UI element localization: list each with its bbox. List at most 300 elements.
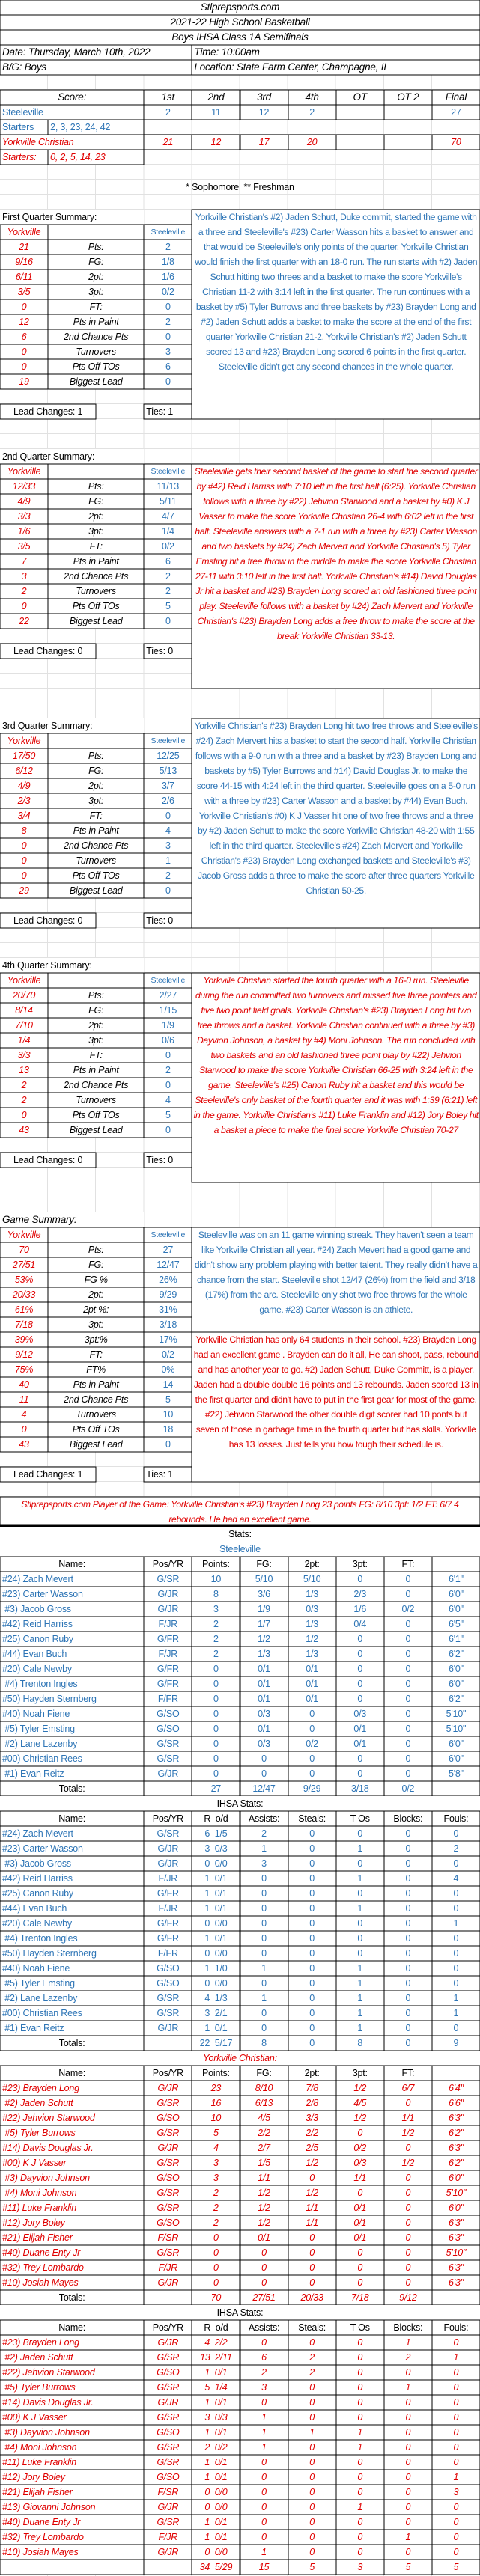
- scoring-player-stat: 0: [384, 1632, 432, 1646]
- scoring-player-stat: 6'3": [432, 2275, 480, 2290]
- ihsa-player-stat: 0: [336, 2545, 384, 2560]
- scoring-player-stat: G/JR: [144, 2081, 192, 2096]
- column-header: Pos/YR: [144, 2066, 192, 2081]
- ihsa-player-stat: 0: [384, 1946, 432, 1961]
- stat-label: FT:: [48, 808, 144, 823]
- stat-label: Pts:: [48, 239, 144, 254]
- ihsa-player-stat: 1: [432, 2350, 480, 2365]
- ihsa-player-stat: 0: [336, 2410, 384, 2425]
- scoring-player-stat: 2: [192, 2185, 240, 2200]
- stat-steeleville: 0: [144, 1078, 192, 1093]
- stats-team-yorkville: Yorkville Christian:: [0, 2051, 480, 2066]
- ihsa-player-stat: 0: [288, 1931, 336, 1946]
- ihsa-player-stat: G/FR: [144, 1931, 192, 1946]
- column-header: [432, 2066, 480, 2081]
- ihsa-player-stat: 2 0/2: [192, 2440, 240, 2455]
- scoring-player-name: #20) Cale Newby: [0, 1661, 144, 1676]
- column-header-name: Name:: [0, 1557, 144, 1572]
- ihsa-player-stat: 4: [432, 1871, 480, 1886]
- scoring-player-stat: 0: [384, 2170, 432, 2185]
- scoring-player-stat: 1/5: [240, 2155, 288, 2170]
- stat-yorkville: 0: [0, 1422, 48, 1437]
- stat-steeleville: 2: [144, 1063, 192, 1078]
- scoring-player-stat: 0/1: [336, 2200, 384, 2215]
- stat-label: 3pt:: [48, 284, 144, 299]
- ihsa-player-stat: 0: [240, 2006, 288, 2021]
- stat-steeleville: 3/7: [144, 778, 192, 793]
- ihsa-player-stat: 0: [384, 1856, 432, 1871]
- ihsa-player-stat: 0: [240, 2021, 288, 2036]
- column-header: R o/d: [192, 1811, 240, 1826]
- ties: Ties: 1: [144, 404, 192, 419]
- ihsa-player-stat: 0: [336, 2365, 384, 2380]
- scoring-player-stat: G/SO: [144, 2170, 192, 2185]
- scoring-player-stat: 6'0": [432, 2200, 480, 2215]
- ihsa-player-stat: G/SR: [144, 2455, 192, 2470]
- scoring-player-stat: 0/2: [288, 1736, 336, 1751]
- summary-title: Game Summary:: [0, 1212, 144, 1227]
- stat-steeleville: 0: [144, 1123, 192, 1138]
- ihsa-player-stat: 1: [384, 2380, 432, 2395]
- scoring-totals-value: 12/47: [240, 1781, 288, 1796]
- scoring-player-stat: 0: [192, 1721, 240, 1736]
- scoring-player-stat: 0: [288, 1721, 336, 1736]
- stat-steeleville: 5/11: [144, 494, 192, 509]
- ihsa-player-stat: 3: [432, 2485, 480, 2500]
- scoring-player-stat: 16: [192, 2096, 240, 2110]
- ihsa-player-name: #40) Duane Enty Jr: [0, 2515, 144, 2530]
- ihsa-player-name: #21) Elijah Fisher: [0, 2485, 144, 2500]
- ihsa-player-stat: 2: [240, 2365, 288, 2380]
- ihsa-player-stat: 0: [240, 1931, 288, 1946]
- stat-label: Pts Off TOs: [48, 599, 144, 614]
- column-header: Steals:: [288, 1811, 336, 1826]
- summary-team-steeleville: Steeleville: [144, 733, 192, 748]
- scoring-player-stat: G/SR: [144, 2245, 192, 2260]
- ihsa-player-name: #25) Canon Ruby: [0, 1886, 144, 1901]
- ihsa-player-stat: 0: [432, 2365, 480, 2380]
- scoring-player-stat: 10: [192, 1572, 240, 1587]
- scoring-player-stat: 0: [384, 1736, 432, 1751]
- scoring-player-stat: 0: [288, 2230, 336, 2245]
- scoring-player-name: #11) Luke Franklin: [0, 2200, 144, 2215]
- scoring-player-name: #40) Noah Fiene: [0, 1706, 144, 1721]
- stat-yorkville: 1/6: [0, 524, 48, 539]
- ihsa-player-stat: 0: [288, 2380, 336, 2395]
- scoring-player-stat: 0: [240, 1766, 288, 1781]
- scoring-totals-value: 0/2: [384, 1781, 432, 1796]
- scoring-player-stat: 3/3: [288, 2110, 336, 2125]
- stat-steeleville: 9/29: [144, 1287, 192, 1302]
- stat-yorkville: 4/9: [0, 494, 48, 509]
- scoring-player-stat: 0: [336, 1751, 384, 1766]
- summary-title: 3rd Quarter Summary:: [0, 718, 144, 733]
- scoring-player-stat: 0: [384, 2230, 432, 2245]
- stat-steeleville: 2: [144, 584, 192, 599]
- ihsa-player-stat: G/JR: [144, 1841, 192, 1856]
- summary-header-blank: [48, 225, 144, 239]
- ihsa-player-stat: 0: [432, 2335, 480, 2350]
- column-header: 2pt:: [288, 2066, 336, 2081]
- period-score: [336, 135, 384, 150]
- stat-steeleville: 17%: [144, 1332, 192, 1347]
- stat-label: 3pt:: [48, 1033, 144, 1048]
- stat-steeleville: 1/15: [144, 1003, 192, 1018]
- scoring-player-stat: G/FR: [144, 1632, 192, 1646]
- column-header: Fouls:: [432, 1811, 480, 1826]
- summary-header-blank: [48, 1227, 144, 1242]
- ihsa-player-stat: 0 0/0: [192, 1916, 240, 1931]
- scoring-player-stat: 0/2: [336, 2140, 384, 2155]
- scoring-player-stat: 6'0": [432, 1751, 480, 1766]
- ihsa-player-stat: 2: [288, 2350, 336, 2365]
- scoring-player-stat: 2/8: [288, 2096, 336, 2110]
- ihsa-player-stat: 0: [384, 1826, 432, 1841]
- stat-yorkville: 2/3: [0, 793, 48, 808]
- scoring-player-name: #23) Carter Wasson: [0, 1587, 144, 1602]
- stat-label: 2nd Chance Pts: [48, 329, 144, 344]
- summary-team-steeleville: Steeleville: [144, 973, 192, 988]
- scoring-player-stat: 0/1: [336, 2215, 384, 2230]
- stat-label: FT:: [48, 299, 144, 314]
- starters-label: Starters:: [0, 150, 48, 165]
- ihsa-player-stat: 0: [240, 2530, 288, 2545]
- stat-steeleville: 0/2: [144, 539, 192, 554]
- stat-steeleville: 0/6: [144, 1033, 192, 1048]
- stat-label: 2nd Chance Pts: [48, 569, 144, 584]
- ihsa-player-stat: 0: [240, 2500, 288, 2515]
- scoring-player-stat: 2: [192, 2215, 240, 2230]
- ihsa-player-stat: 0 0/0: [192, 1856, 240, 1871]
- scoring-player-stat: G/FR: [144, 1661, 192, 1676]
- ihsa-player-name: #13) Giovanni Johnson: [0, 2500, 144, 2515]
- ihsa-player-stat: 0: [432, 1946, 480, 1961]
- ihsa-player-name: #4) Moni Johnson: [0, 2440, 144, 2455]
- stat-yorkville: 70: [0, 1242, 48, 1257]
- game-time: Time: 10:00am: [192, 45, 480, 60]
- scoring-player-stat: 0: [288, 2245, 336, 2260]
- scoring-player-stat: 5'10": [432, 2245, 480, 2260]
- scoring-player-stat: G/SR: [144, 2185, 192, 2200]
- stat-label: Pts:: [48, 988, 144, 1003]
- ihsa-totals-value: 22 5/17: [192, 2036, 240, 2051]
- stat-steeleville: 1/4: [144, 524, 192, 539]
- scoring-player-stat: 0: [384, 2096, 432, 2110]
- ihsa-player-stat: 0: [288, 2440, 336, 2455]
- scoring-player-stat: 0/1: [288, 1661, 336, 1676]
- ihsa-player-stat: 1: [240, 2410, 288, 2425]
- scoring-player-stat: 0: [336, 1766, 384, 1781]
- lead-changes: Lead Changes: 0: [0, 913, 96, 928]
- stat-yorkville: 11: [0, 1392, 48, 1407]
- period-score: 2: [288, 105, 336, 120]
- ihsa-player-stat: 13 2/11: [192, 2350, 240, 2365]
- ihsa-player-stat: 1: [384, 2530, 432, 2545]
- ihsa-player-stat: G/JR: [144, 2021, 192, 2036]
- stat-label: Biggest Lead: [48, 614, 144, 629]
- ihsa-player-stat: 0 0/0: [192, 2545, 240, 2560]
- ihsa-player-stat: 0: [384, 1961, 432, 1976]
- scoring-player-stat: G/SR: [144, 2125, 192, 2140]
- scoring-player-stat: G/SO: [144, 1706, 192, 1721]
- scoring-player-stat: 0/4: [336, 1617, 384, 1632]
- stat-yorkville: 0: [0, 344, 48, 359]
- ihsa-player-name: #2) Lane Lazenby: [0, 1991, 144, 2006]
- ihsa-player-stat: G/SO: [144, 2365, 192, 2380]
- ihsa-player-stat: 1 0/1: [192, 2425, 240, 2440]
- stat-steeleville: 0: [144, 614, 192, 629]
- scoring-player-stat: G/SR: [144, 2155, 192, 2170]
- ihsa-player-stat: G/SO: [144, 1961, 192, 1976]
- stat-yorkville: 21: [0, 239, 48, 254]
- stat-label: 2pt:: [48, 1287, 144, 1302]
- stat-label: Pts:: [48, 748, 144, 763]
- stat-yorkville: 0: [0, 838, 48, 853]
- ihsa-player-stat: G/JR: [144, 2545, 192, 2560]
- stat-steeleville: 0: [144, 329, 192, 344]
- ihsa-player-stat: 1: [336, 1961, 384, 1976]
- stat-label: Pts in Paint: [48, 554, 144, 569]
- period-score: [336, 105, 384, 120]
- summary-team-steeleville: Steeleville: [144, 464, 192, 479]
- scoring-player-stat: 0: [384, 1706, 432, 1721]
- ihsa-player-stat: 1 0/1: [192, 2021, 240, 2036]
- scoring-player-stat: 5/10: [240, 1572, 288, 1587]
- scoring-player-stat: 8: [192, 1587, 240, 1602]
- scoring-player-stat: 1/2: [384, 2125, 432, 2140]
- scoring-player-stat: G/SR: [144, 1736, 192, 1751]
- scoring-player-stat: F/SR: [144, 2230, 192, 2245]
- ihsa-player-stat: 0: [240, 2335, 288, 2350]
- ihsa-player-name: #23) Carter Wasson: [0, 1841, 144, 1856]
- ihsa-player-stat: 1: [336, 1841, 384, 1856]
- scoring-player-stat: 4/5: [336, 2096, 384, 2110]
- stat-steeleville: 2/6: [144, 793, 192, 808]
- summary-header-blank: [48, 973, 144, 988]
- ihsa-player-stat: 1: [336, 1991, 384, 2006]
- scoring-totals-value: 27: [192, 1781, 240, 1796]
- ihsa-player-stat: 0: [240, 2470, 288, 2485]
- ihsa-player-stat: 0: [288, 2410, 336, 2425]
- scoring-player-stat: 2/2: [240, 2125, 288, 2140]
- scoring-player-stat: 0/1: [240, 1721, 288, 1736]
- ihsa-player-stat: 0: [288, 2485, 336, 2500]
- period-score: [384, 105, 432, 120]
- stat-label: Pts in Paint: [48, 314, 144, 329]
- ihsa-player-stat: 0: [336, 2350, 384, 2365]
- scoring-player-stat: 1/2: [240, 2215, 288, 2230]
- ihsa-player-stat: G/SR: [144, 1991, 192, 2006]
- ihsa-player-stat: 1: [336, 2425, 384, 2440]
- stat-yorkville: 9/12: [0, 1347, 48, 1362]
- ihsa-player-stat: 0: [240, 2515, 288, 2530]
- ihsa-player-stat: 0: [432, 2545, 480, 2560]
- lead-changes: Lead Changes: 0: [0, 1153, 96, 1168]
- scoring-totals-value: 3/18: [336, 1781, 384, 1796]
- ihsa-player-name: #3) Dayvion Johnson: [0, 2425, 144, 2440]
- player-of-the-game: Stlprepsports.com Player of the Game: Yorkville Christian's #23) Brayden Long 23 points FG: 8/10 3pt: 1/2 FT: 6/7 4 rebounds. He had an excellent game.: [0, 1497, 480, 1527]
- stat-yorkville: 6: [0, 329, 48, 344]
- quarter-narrative: Yorkville Christian started the fourth quarter with a 16-0 run. Steeleville during the run committed two turnovers and missed five three pointers and five two point field goals. Yorkville Christian's #23) Brayden Long hit two free throws and a basket. Yorkville Christian continued with a three by #3) Dayvion Johnson, a basket by #4) Moni Johnson. The run concluded with two baskets and an old fashioned three point play by #22) Jehvion Starwood to make the score Yorkville Christian 66-25 with 3:24 left in the game. Steeleville's #25) Canon Ruby hit a basket and this would be Steeleville's only basket of the fourth quarter and it was with 1:39 (6:21) left in the game. Yorkville Christian's #11) Luke Franklin and #12) Jory Boley hit a basket a piece to make the final score Yorkville Christian 70-27: [192, 973, 480, 1182]
- ihsa-player-stat: 2: [432, 1841, 480, 1856]
- ihsa-player-stat: G/SR: [144, 1826, 192, 1841]
- column-header-name: Name:: [0, 2320, 144, 2335]
- ihsa-player-stat: 1: [240, 2425, 288, 2440]
- ihsa-player-stat: 0: [432, 1961, 480, 1976]
- ihsa-player-stat: 1: [336, 1871, 384, 1886]
- scoring-player-stat: 6'3": [432, 2140, 480, 2155]
- ihsa-player-stat: 0 0/0: [192, 2485, 240, 2500]
- stat-label: FG:: [48, 1003, 144, 1018]
- scoring-player-stat: 0/1: [336, 2230, 384, 2245]
- ihsa-player-stat: 0: [432, 2440, 480, 2455]
- scoring-player-stat: 1/1: [288, 2200, 336, 2215]
- scoring-player-stat: 6'2": [432, 2155, 480, 2170]
- ihsa-totals-value: 34 5/29: [192, 2560, 240, 2575]
- ihsa-player-stat: 1: [240, 1841, 288, 1856]
- team-name-yorkville: Yorkville Christian: [0, 135, 144, 150]
- stat-yorkville: 53%: [0, 1272, 48, 1287]
- scoring-player-stat: 0: [336, 1646, 384, 1661]
- score-header-period: OT: [336, 90, 384, 105]
- summary-team-yorkville: Yorkville: [0, 1227, 48, 1242]
- ihsa-player-stat: 0: [288, 1991, 336, 2006]
- scoring-player-stat: 1/3: [288, 1617, 336, 1632]
- scoring-player-stat: 0: [192, 2245, 240, 2260]
- ihsa-player-stat: 3: [240, 1856, 288, 1871]
- ihsa-player-stat: 1 0/1: [192, 2530, 240, 2545]
- stat-steeleville: 6: [144, 554, 192, 569]
- ihsa-player-name: #22) Jehvion Starwood: [0, 2365, 144, 2380]
- column-header: Fouls:: [432, 2320, 480, 2335]
- scoring-player-stat: 1/3: [288, 1587, 336, 1602]
- ihsa-player-stat: 2: [288, 2365, 336, 2380]
- ihsa-player-name: #00) Christian Rees: [0, 2006, 144, 2021]
- scoring-player-stat: 0: [192, 1691, 240, 1706]
- ihsa-player-stat: 0: [384, 2006, 432, 2021]
- column-header: 3pt:: [336, 1557, 384, 1572]
- ihsa-player-stat: 0: [336, 2395, 384, 2410]
- scoring-player-stat: 0: [288, 2170, 336, 2185]
- stat-label: 3pt:: [48, 1317, 144, 1332]
- period-score: 12: [192, 135, 240, 150]
- ihsa-player-name: #32) Trey Lombardo: [0, 2530, 144, 2545]
- ihsa-player-stat: 1: [432, 1991, 480, 2006]
- scoring-player-stat: 0: [384, 2185, 432, 2200]
- ihsa-player-stat: 0: [432, 2425, 480, 2440]
- column-header: Assists:: [240, 2320, 288, 2335]
- ihsa-player-stat: 0: [384, 2515, 432, 2530]
- scoring-totals-value: [144, 1781, 192, 1796]
- stat-yorkville: 7/18: [0, 1317, 48, 1332]
- stat-yorkville: 4/9: [0, 778, 48, 793]
- ihsa-player-stat: 0: [384, 2425, 432, 2440]
- scoring-player-stat: 0: [384, 1661, 432, 1676]
- ihsa-player-stat: 0: [336, 2455, 384, 2470]
- stat-steeleville: 0: [144, 1437, 192, 1452]
- stat-steeleville: 1/9: [144, 1018, 192, 1033]
- stat-label: Pts Off TOs: [48, 359, 144, 374]
- scoring-player-stat: 0: [192, 1706, 240, 1721]
- scoring-player-stat: 2: [192, 1617, 240, 1632]
- column-header-name: Name:: [0, 1811, 144, 1826]
- scoring-player-stat: 6'0": [432, 1661, 480, 1676]
- scoring-player-stat: G/SR: [144, 1572, 192, 1587]
- stat-label: Biggest Lead: [48, 374, 144, 389]
- stat-steeleville: 14: [144, 1377, 192, 1392]
- ihsa-player-stat: 0: [288, 2455, 336, 2470]
- ihsa-player-stat: G/SR: [144, 2006, 192, 2021]
- column-header: T Os: [336, 1811, 384, 1826]
- scoring-player-stat: 2: [192, 1646, 240, 1661]
- scoring-player-stat: 0: [288, 1751, 336, 1766]
- ihsa-player-stat: 0: [432, 1931, 480, 1946]
- stat-steeleville: 6: [144, 359, 192, 374]
- starters-steeleville: 2, 3, 23, 24, 42: [48, 120, 144, 135]
- ties: Ties: 1: [144, 1467, 192, 1482]
- scoring-player-stat: F/FR: [144, 1691, 192, 1706]
- column-header: R o/d: [192, 2320, 240, 2335]
- ihsa-player-stat: 0: [240, 1976, 288, 1991]
- ihsa-player-stat: 0: [336, 1931, 384, 1946]
- score-header-period: 3rd: [240, 90, 288, 105]
- game-date: Date: Thursday, March 10th, 2022: [0, 45, 192, 60]
- column-header: Pos/YR: [144, 1811, 192, 1826]
- stat-yorkville: 3/5: [0, 539, 48, 554]
- final-score-yorkville: 70: [432, 135, 480, 150]
- stat-label: 2pt:: [48, 1018, 144, 1033]
- stat-label: Turnovers: [48, 344, 144, 359]
- scoring-player-stat: F/JR: [144, 1617, 192, 1632]
- scoring-player-stat: 6'0": [432, 1602, 480, 1617]
- column-header: Pos/YR: [144, 2320, 192, 2335]
- stat-yorkville: 13: [0, 1063, 48, 1078]
- scoring-player-stat: 0/1: [288, 1676, 336, 1691]
- ihsa-player-stat: 0: [336, 1826, 384, 1841]
- scoring-player-stat: 0: [192, 2230, 240, 2245]
- scoring-totals-value: 7/18: [336, 2290, 384, 2305]
- scoring-player-stat: 1/2: [288, 1632, 336, 1646]
- scoring-player-name: #00) Christian Rees: [0, 1751, 144, 1766]
- scoring-player-stat: 0: [384, 1751, 432, 1766]
- ihsa-player-stat: 0: [288, 2515, 336, 2530]
- score-header-period: 1st: [144, 90, 192, 105]
- scoring-player-stat: 1/1: [288, 2215, 336, 2230]
- score-header-period: 4th: [288, 90, 336, 105]
- stat-yorkville: 0: [0, 853, 48, 868]
- stat-label: Biggest Lead: [48, 883, 144, 898]
- scoring-player-stat: 0: [336, 1661, 384, 1676]
- stat-steeleville: 2: [144, 569, 192, 584]
- period-score: 17: [240, 135, 288, 150]
- ihsa-player-stat: 1 1/0: [192, 1961, 240, 1976]
- scoring-player-name: #23) Brayden Long: [0, 2081, 144, 2096]
- scoring-player-stat: 2/7: [240, 2140, 288, 2155]
- ihsa-player-stat: 1: [336, 1901, 384, 1916]
- period-score: 20: [288, 135, 336, 150]
- stat-steeleville: 2: [144, 314, 192, 329]
- scoring-player-stat: 0: [384, 2275, 432, 2290]
- stat-steeleville: 1: [144, 853, 192, 868]
- ihsa-player-stat: 0: [288, 1826, 336, 1841]
- period-score: 12: [240, 105, 288, 120]
- ihsa-player-stat: 1: [432, 2470, 480, 2485]
- scoring-player-stat: 1/9: [240, 1602, 288, 1617]
- stat-label: Pts Off TOs: [48, 1422, 144, 1437]
- ihsa-player-stat: 0: [432, 1976, 480, 1991]
- ihsa-player-stat: 1: [288, 2425, 336, 2440]
- lead-changes: Lead Changes: 0: [0, 644, 96, 659]
